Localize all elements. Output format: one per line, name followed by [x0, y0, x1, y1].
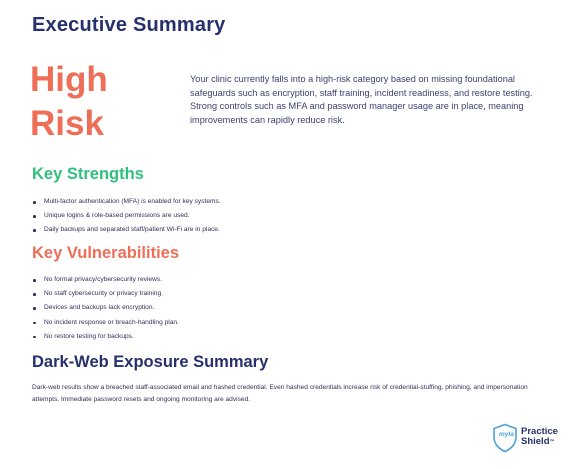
logo-shield-text: Shield™: [521, 436, 555, 447]
strength-item: [32, 195, 532, 209]
bullet-icon: [33, 293, 36, 296]
bullet-icon: [33, 322, 36, 325]
strength-text: Unique logins & role-based permissions are used.: [44, 212, 190, 220]
page-title: Executive Summary: [32, 14, 226, 36]
key-vulnerabilities-heading: Key Vulnerabilities: [32, 244, 180, 262]
bullet-icon: [33, 279, 36, 282]
strength-text: Daily backups and separated staff/patient Wi-Fi are in place.: [44, 226, 220, 234]
logo-practice-text: Practice: [521, 426, 558, 437]
vulnerability-text: No restore testing for backups.: [44, 332, 134, 340]
risk-level-line-2: Risk: [30, 104, 104, 143]
risk-level-line-1: High: [30, 60, 108, 99]
key-strengths-heading: Key Strengths: [32, 165, 144, 183]
bullet-icon: [33, 201, 36, 204]
vulnerability-item: [32, 301, 532, 315]
logo-myla-text: myla: [499, 431, 514, 438]
bullet-icon: [33, 336, 36, 339]
bullet-icon: [33, 215, 36, 218]
key-vulnerabilities-list: [32, 273, 532, 344]
vulnerability-text: Devices and backups lack encryption.: [44, 304, 155, 312]
vulnerability-text: No formal privacy/cybersecurity reviews.: [44, 276, 162, 283]
vulnerability-item: [32, 273, 532, 287]
shield-icon: [492, 423, 518, 453]
vulnerability-text: No staff cybersecurity or privacy training.: [44, 290, 163, 298]
dark-web-exposure-heading: Dark-Web Exposure Summary: [32, 353, 269, 371]
risk-description: Your clinic currently falls into a high-risk category based on missing foundational safeguards such as encryption, staff training, incident readiness, and restore testing. Strong controls such as MFA and password manager usage are in place, meaning improvements can rapidly reduce risk.: [190, 74, 533, 125]
dark-web-exposure-text: Dark-web results show a breached staff-associated email and hashed credential. Even hashed credentials increase risk of credential-stuffing, phishing, and impersonation attempts. Immediate password resets and ongoing monitoring are advised.: [32, 384, 528, 403]
vulnerability-item: [32, 330, 532, 344]
strength-item: [32, 223, 532, 237]
bullet-icon: [33, 229, 36, 232]
vulnerability-item: [32, 287, 532, 301]
risk-level: [30, 58, 170, 146]
myla-practice-shield-logo: [492, 423, 562, 453]
key-strengths-list: [32, 195, 532, 238]
bullet-icon: [33, 307, 36, 310]
vulnerability-item: [32, 316, 532, 330]
strength-item: [32, 209, 532, 223]
strength-text: Multi-factor authentication (MFA) is enabled for key systems.: [44, 198, 221, 205]
vulnerability-text: No incident response or breach-handling plan.: [44, 318, 179, 326]
